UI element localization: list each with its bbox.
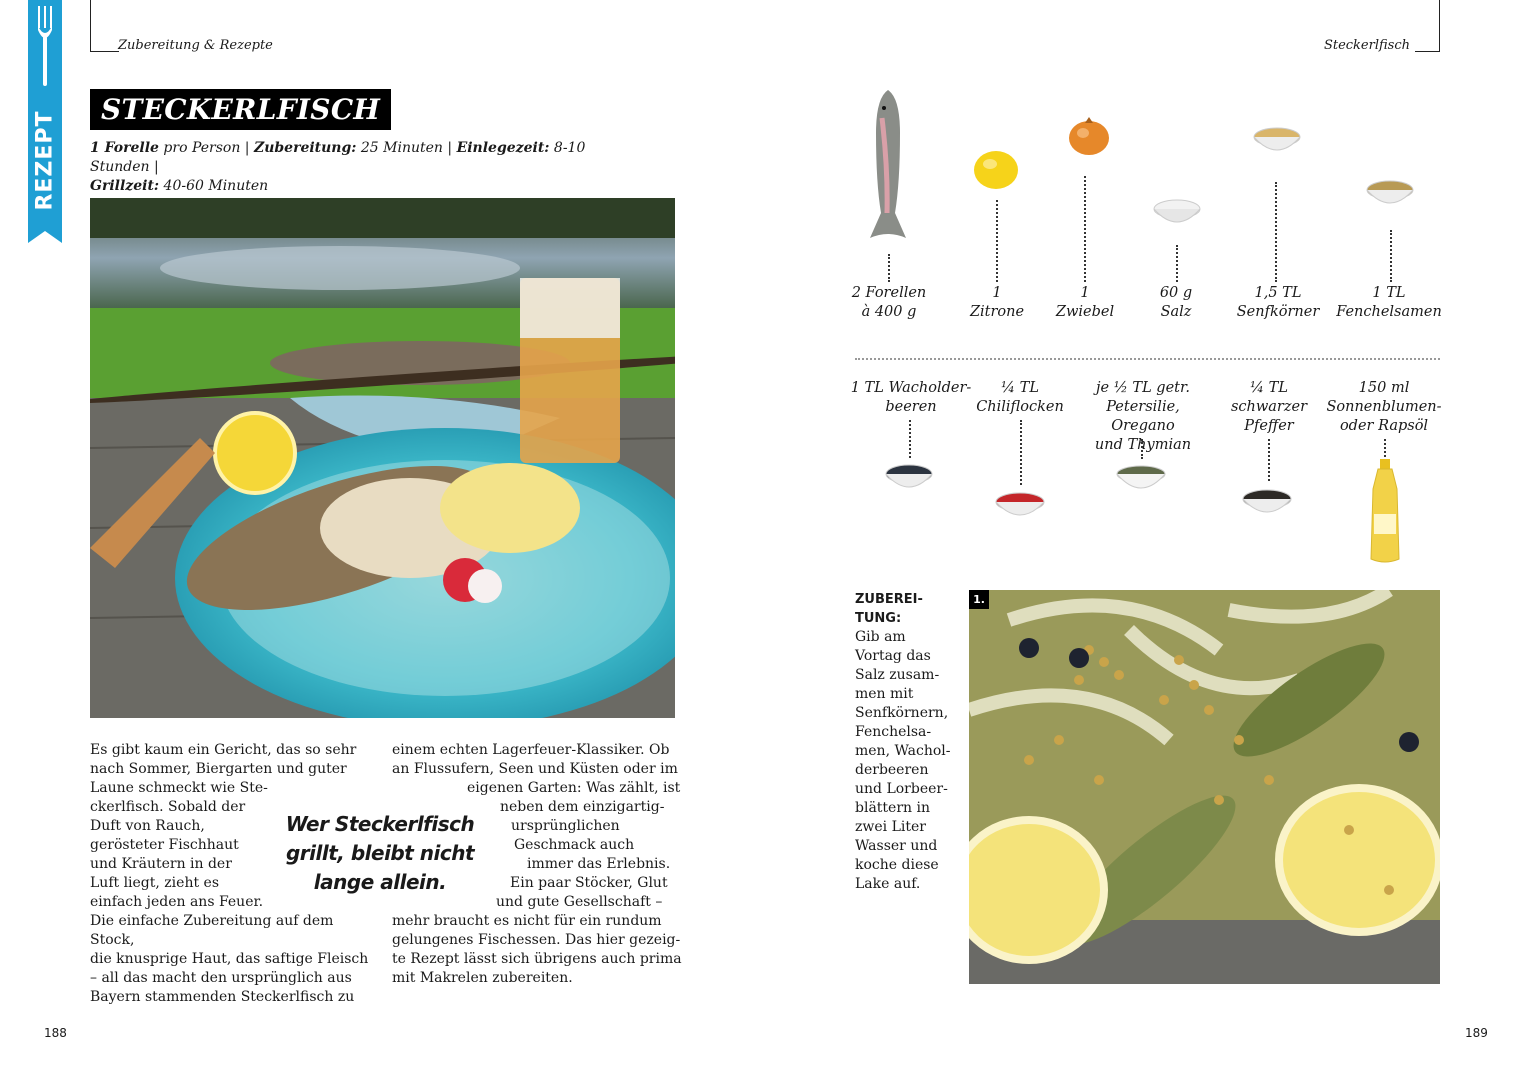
text-line: Die einfache Zubereitung auf dem Stock, [90, 913, 334, 948]
quote-line: grillt, bleibt nicht [285, 841, 475, 865]
preparation-step-text [855, 628, 965, 894]
text-line: zwei Liter [855, 819, 926, 835]
ingredient-amount: 2 Forellen [851, 285, 927, 301]
text-line: Lake auf. [855, 876, 921, 892]
ribbon-label: REZEPT [32, 110, 58, 211]
text-line: – all das macht den ursprünglich aus [90, 970, 352, 986]
amount-label: 1 Forelle [90, 140, 159, 156]
text-line: Vortag das [855, 648, 931, 664]
ingredient-amount: 1 TL [1372, 285, 1406, 301]
quote-line: lange allein. [313, 870, 447, 894]
ingredient-name: Fenchelsamen [1336, 304, 1442, 320]
marinade-label: Einlegezeit: [456, 140, 550, 156]
text-line: Gib am [855, 629, 906, 645]
heading-line: TUNG: [855, 611, 902, 626]
onion-icon [1067, 115, 1111, 157]
text-line: neben dem einzigartig- [500, 799, 665, 815]
ingredient-text: beeren [885, 399, 937, 415]
preparation-heading [855, 590, 923, 628]
chili-bowl-icon [994, 488, 1046, 528]
ingredient-text: Chiliflocken [976, 399, 1064, 415]
text-line: Es gibt kaum ein Gericht, das so sehr [90, 742, 357, 758]
text-line: und Kräutern in der [90, 856, 232, 872]
ingredient-amount: 1,5 TL [1254, 285, 1302, 301]
text-line: und Lorbeer- [855, 781, 948, 797]
text-line: und gute Gesellschaft – [496, 894, 663, 910]
ingredient-fennel-seeds [1319, 284, 1459, 322]
header-rule-left [90, 0, 119, 52]
fork-icon [36, 6, 54, 86]
prep-label: Zubereitung: [253, 140, 357, 156]
ingredient-text: schwarzer [1230, 399, 1308, 415]
text-line: Fenchelsa- [855, 724, 932, 740]
ingredient-text: ¼ TL [1001, 380, 1039, 396]
ingredient-separator [855, 358, 1440, 360]
text-line: derbeeren [855, 762, 929, 778]
text-line: Senfkörnern, [855, 705, 949, 721]
brine-photo [969, 590, 1440, 984]
text-line: blättern in [855, 800, 930, 816]
text-line: an Flussufern, Seen und Küsten oder im [392, 761, 678, 777]
ingredient-name: Zwiebel [1055, 304, 1115, 320]
recipe-meta [90, 139, 630, 196]
leader-line [1275, 182, 1277, 282]
ingredient-name: Zitrone [969, 304, 1025, 320]
text-line: einfach jeden ans Feuer. [90, 894, 264, 910]
juniper-bowl-icon [884, 460, 934, 500]
leader-line [1084, 176, 1086, 282]
page-number-right: 189 [1465, 1026, 1488, 1040]
ingredient-chili [950, 379, 1090, 417]
heading-line: ZUBEREI- [855, 592, 923, 607]
prep-value: 25 Minuten | [356, 140, 457, 156]
ingredient-amount: 1 [992, 285, 1002, 301]
grill-label: Grillzeit: [90, 178, 160, 194]
ingredient-oil [1314, 379, 1454, 436]
ingredient-text: Petersilie, Oregano [1106, 399, 1180, 434]
salt-bowl-icon [1152, 195, 1202, 235]
ingredient-text: 150 ml [1358, 380, 1410, 396]
ingredient-herbs [1073, 379, 1213, 455]
text-line: mehr braucht es nicht für ein rundum [392, 913, 662, 929]
ingredient-amount: 60 g [1159, 285, 1193, 301]
mustard-seeds-bowl-icon [1252, 123, 1302, 163]
text-line: Ein paar Stöcker, Glut [510, 875, 668, 891]
text-line: te Rezept lässt sich übrigens auch prima [392, 951, 682, 967]
pull-quote [282, 810, 478, 897]
text-line: Bayern stammenden Steckerlfisch zu [90, 989, 355, 1005]
ingredient-text: 1 TL Wacholder- [850, 380, 972, 396]
leader-line [1384, 439, 1386, 457]
text-line: die knusprige Haut, das saftige Fleisch [90, 951, 369, 967]
step-number-badge: 1. [969, 590, 989, 609]
text-line: Salz zusam- [855, 667, 940, 683]
text-line: Laune schmeckt wie Ste- [90, 780, 268, 796]
text-line: einem echten Lagerfeuer-Klassiker. Ob [392, 742, 670, 758]
chapter-title: Steckerlfisch [1323, 38, 1410, 53]
text-line: mit Makrelen zubereiten. [392, 970, 573, 986]
text-line: ursprünglichen [511, 818, 620, 834]
oil-bottle-icon [1367, 459, 1403, 565]
ingredient-name: Senfkörner [1236, 304, 1320, 320]
marinade-value: 8-10 Stunden | [90, 140, 586, 175]
text-line: Luft liegt, zieht es [90, 875, 220, 891]
trout-icon [862, 88, 914, 248]
text-line: immer das Erlebnis. [527, 856, 671, 872]
leader-line [996, 200, 998, 282]
text-line: nach Sommer, Biergarten und guter [90, 761, 347, 777]
text-line: men, Wachol- [855, 743, 951, 759]
leader-line [1020, 420, 1022, 485]
fennel-seeds-bowl-icon [1365, 176, 1415, 216]
ingredient-text: Sonnenblumen- [1326, 399, 1442, 415]
ingredient-name: Salz [1160, 304, 1192, 320]
fish-plate-photo [90, 198, 675, 718]
amount-text: pro Person | [158, 140, 254, 156]
text-line: men mit [855, 686, 914, 702]
pepper-bowl-icon [1241, 485, 1293, 525]
leader-line [909, 420, 911, 458]
recipe-title: STECKERLFISCH [90, 89, 391, 130]
lemon-icon [972, 148, 1020, 192]
ingredient-text: und Thymian [1094, 437, 1192, 453]
page-number-left: 188 [44, 1026, 67, 1040]
leader-line [1268, 439, 1270, 481]
quote-line: Wer Steckerlfisch [285, 812, 475, 836]
header-rule-right [1415, 0, 1440, 52]
ingredient-amount: 1 [1080, 285, 1090, 301]
ingredient-text: Pfeffer [1244, 418, 1294, 434]
leader-line [1141, 439, 1143, 459]
leader-line [1176, 245, 1178, 282]
section-title: Zubereitung & Rezepte [118, 38, 273, 53]
ingredient-text: ¼ TL [1250, 380, 1288, 396]
text-line: eigenen Garten: Was zählt, ist [467, 780, 681, 796]
text-line: Duft von Rauch, [90, 818, 205, 834]
text-line: koche diese [855, 857, 939, 873]
text-line: gerösteter Fischhaut [90, 837, 239, 853]
ingredient-text: je ½ TL getr. [1096, 380, 1190, 396]
herbs-bowl-icon [1115, 462, 1167, 502]
leader-line [888, 254, 890, 282]
text-line: ckerlfisch. Sobald der [90, 799, 246, 815]
text-line: Wasser und [855, 838, 938, 854]
text-line: Geschmack auch [514, 837, 635, 853]
recipe-ribbon [28, 0, 62, 242]
ingredient-name: à 400 g [861, 304, 917, 320]
text-line: gelungenes Fischessen. Das hier gezeig- [392, 932, 681, 948]
grill-value: 40-60 Minuten [159, 178, 269, 194]
ingredient-text: oder Rapsöl [1339, 418, 1429, 434]
leader-line [1390, 230, 1392, 282]
